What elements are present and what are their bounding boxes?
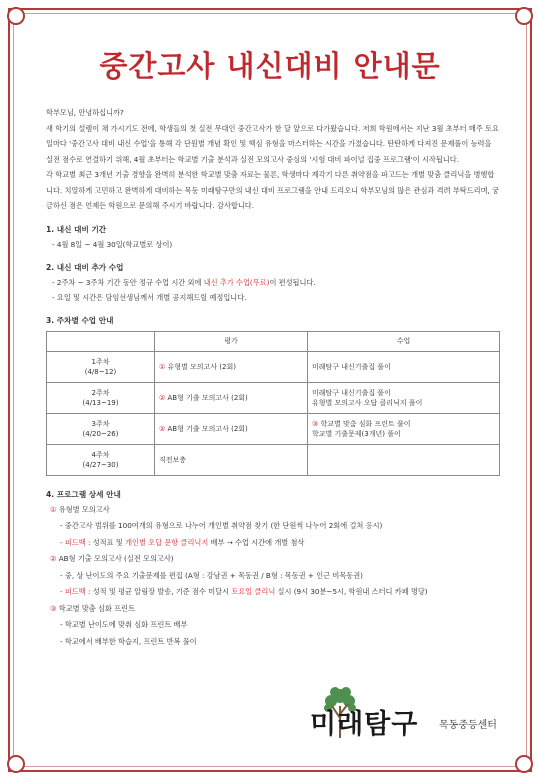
week-label: 2주차 xyxy=(91,388,110,397)
eval-text: 직전보충 xyxy=(159,455,187,464)
class-text: 미래탐구 내신기출집 풀이 xyxy=(312,362,391,371)
eval-text: AB형 기출 모의고사 (2회) xyxy=(167,424,248,433)
class-text-2: 유형별 모의고사 오답 클리닉지 풀이 xyxy=(312,398,423,407)
intro-paragraph-1: 새 학기의 설렘이 채 가시기도 전에, 학생들의 첫 실전 무대인 중간고사가 한 달 앞으로 다가왔습니다. 저희 학원에서는 지난 3월 초부터 매주 토요일마다 '중간고사 대비 내신 수업'을 통해 각 단원별 개념 확인 및 핵심 유형을 마스터하는 시간을 가졌습니다. 탄탄하게 다져진 문제풀이 능력을 실전 점수로 연결하기 위해, 4월 초부터는 학교별 기출 분석과 실전 모의고사 중심의 '시험 대비 파이널 집중 프로그램'이 시작됩니다. xyxy=(46,123,499,164)
week-cell xyxy=(47,382,155,413)
program-3-line-2: - 학교에서 배부한 학습지, 프린트 반복 풀이 xyxy=(60,636,197,646)
eval-text: AB형 기출 모의고사 (2회) xyxy=(167,393,248,402)
program-1-feedback xyxy=(46,535,500,552)
corner-ornament xyxy=(515,755,533,773)
intro xyxy=(46,105,500,214)
extra-class-text-end: 이 편성됩니다. xyxy=(269,277,316,287)
program-1-line-1: - 중간고사 범위를 100여개의 유형으로 나누어 개인별 취약점 찾기 (한 단원씩 나누어 2회에 걸쳐 응시) xyxy=(60,521,383,530)
feedback-text: : 성적 및 평균 알림장 발송, 기준 점수 미달시 xyxy=(85,587,232,596)
evaluation-cell xyxy=(155,382,308,413)
extra-class-highlight: 내신 추가 수업(무료) xyxy=(203,277,270,287)
class-cell xyxy=(308,382,500,413)
corner-ornament xyxy=(7,7,25,25)
class-text-2: 학교별 기출문제(3개년) 풀이 xyxy=(312,429,401,438)
program-number: ① xyxy=(50,504,57,514)
week-cell xyxy=(47,444,155,475)
week-dates: (4/20~26) xyxy=(82,429,119,438)
feedback-text-end: 실시 (9시 30분~5시, 학원내 스터디 카페 명당) xyxy=(275,587,428,596)
header-class: 수업 xyxy=(308,331,500,351)
table-header-row xyxy=(47,331,500,351)
section-4-heading: 4. 프로그램 상세 안내 xyxy=(46,489,121,499)
evaluation-cell xyxy=(155,444,308,475)
section-3-heading: 3. 주차별 수업 안내 xyxy=(46,315,114,325)
corner-ornament xyxy=(7,755,25,773)
eval-number: ② xyxy=(159,393,166,402)
eval-number: ① xyxy=(159,362,166,371)
week-dates: (4/27~30) xyxy=(82,460,119,469)
table-row xyxy=(47,351,500,382)
program-2-line-1: - 중, 상 난이도의 주요 기출문제를 편집 (A형 : 강남권 + 목동권 / B형 : 목동권 + 인근 비목동권) xyxy=(60,570,363,580)
week-dates: (4/13~19) xyxy=(82,398,119,407)
weekly-schedule-table xyxy=(46,331,500,476)
feedback-text-end: 배부 → 수업 시간에 개별 첨삭 xyxy=(208,537,305,547)
evaluation-cell xyxy=(155,351,308,382)
program-1-title xyxy=(46,502,500,519)
program-3-line-1: - 학교별 난이도에 맞춰 심화 프린트 배부 xyxy=(60,620,188,629)
program-details xyxy=(46,502,500,651)
header-evaluation: 평가 xyxy=(155,331,308,351)
program-number: ③ xyxy=(50,603,57,613)
week-label: 3주차 xyxy=(91,419,110,428)
document-title: 중간고사 내신대비 안내문 xyxy=(99,49,441,83)
period-item: - 4월 8일 ~ 4월 30일(학교별로 상이) xyxy=(52,239,173,249)
program-2-feedback xyxy=(46,584,500,601)
week-cell xyxy=(47,351,155,382)
class-cell xyxy=(308,413,500,444)
feedback-highlight: 개인별 오답 문항 클리닉지 xyxy=(125,537,209,547)
header-week xyxy=(47,331,155,351)
class-text: 학교별 맞춤 심화 프린트 풀이 xyxy=(320,419,411,428)
logo-wordmark: 미래탐구 xyxy=(310,709,419,740)
class-text: 미래탐구 내신기출집 풀이 xyxy=(312,388,391,397)
program-2-title xyxy=(46,551,500,568)
week-cell xyxy=(47,413,155,444)
program-3-title xyxy=(46,601,500,618)
table-row xyxy=(47,444,500,475)
corner-ornament xyxy=(515,7,533,25)
table-row xyxy=(47,382,500,413)
schedule-notice-item: - 요일 및 시간은 담임선생님께서 개별 공지해드릴 예정입니다. xyxy=(52,292,247,302)
extra-class-text: - 2주차 ~ 3주차 기간 동안 정규 수업 시간 외에 xyxy=(52,277,204,287)
program-title: 학교별 맞춤 심화 프린트 xyxy=(58,603,136,613)
document-body xyxy=(46,105,500,650)
feedback-highlight: 토요일 클리닉 xyxy=(231,587,276,596)
logo-branch: 목동중등센터 xyxy=(439,720,497,731)
program-title: 유형별 모의고사 xyxy=(58,504,110,514)
table-row xyxy=(47,413,500,444)
section-2-heading: 2. 내신 대비 추가 수업 xyxy=(46,262,124,272)
feedback-label: - 피드백 xyxy=(60,587,86,596)
program-number: ② xyxy=(50,554,57,563)
greeting: 학부모님, 안녕하십니까? xyxy=(46,108,124,117)
feedback-text: : 성적표 및 xyxy=(85,537,126,547)
section-1-heading: 1. 내신 대비 기간 xyxy=(46,224,107,234)
class-cell xyxy=(308,444,500,475)
program-title: AB형 기출 모의고사 (실전 모의고사) xyxy=(58,554,174,563)
feedback-label: - 피드백 xyxy=(60,537,86,547)
class-number: ③ xyxy=(312,419,319,428)
week-label: 1주차 xyxy=(91,357,110,366)
academy-logo xyxy=(310,684,500,744)
week-dates: (4/8~12) xyxy=(84,367,117,376)
eval-text: 유형별 모의고사 (2회) xyxy=(167,362,236,371)
extra-class-item xyxy=(46,275,500,290)
evaluation-cell xyxy=(155,413,308,444)
eval-number: ② xyxy=(159,424,166,433)
class-cell xyxy=(308,351,500,382)
intro-paragraph-2: 각 학교별 최근 3개년 기출 경향을 완벽히 분석한 학교별 맞춤 자료는 물론, 학생마다 제각기 다른 취약점을 파고드는 개별 맞춤 클리닉을 병행합니다. 치열하게 고민하고 완벽하게 대비하는 목동 미래탐구만의 내신 대비 프로그램을 안내 드리오니 학부모님의 많은 관심과 격려 부탁드리며, 궁금하신 점은 언제든 학원으로 문의해 주시기 바랍니다. 감사합니다. xyxy=(46,170,500,210)
week-label: 4주차 xyxy=(91,450,110,459)
